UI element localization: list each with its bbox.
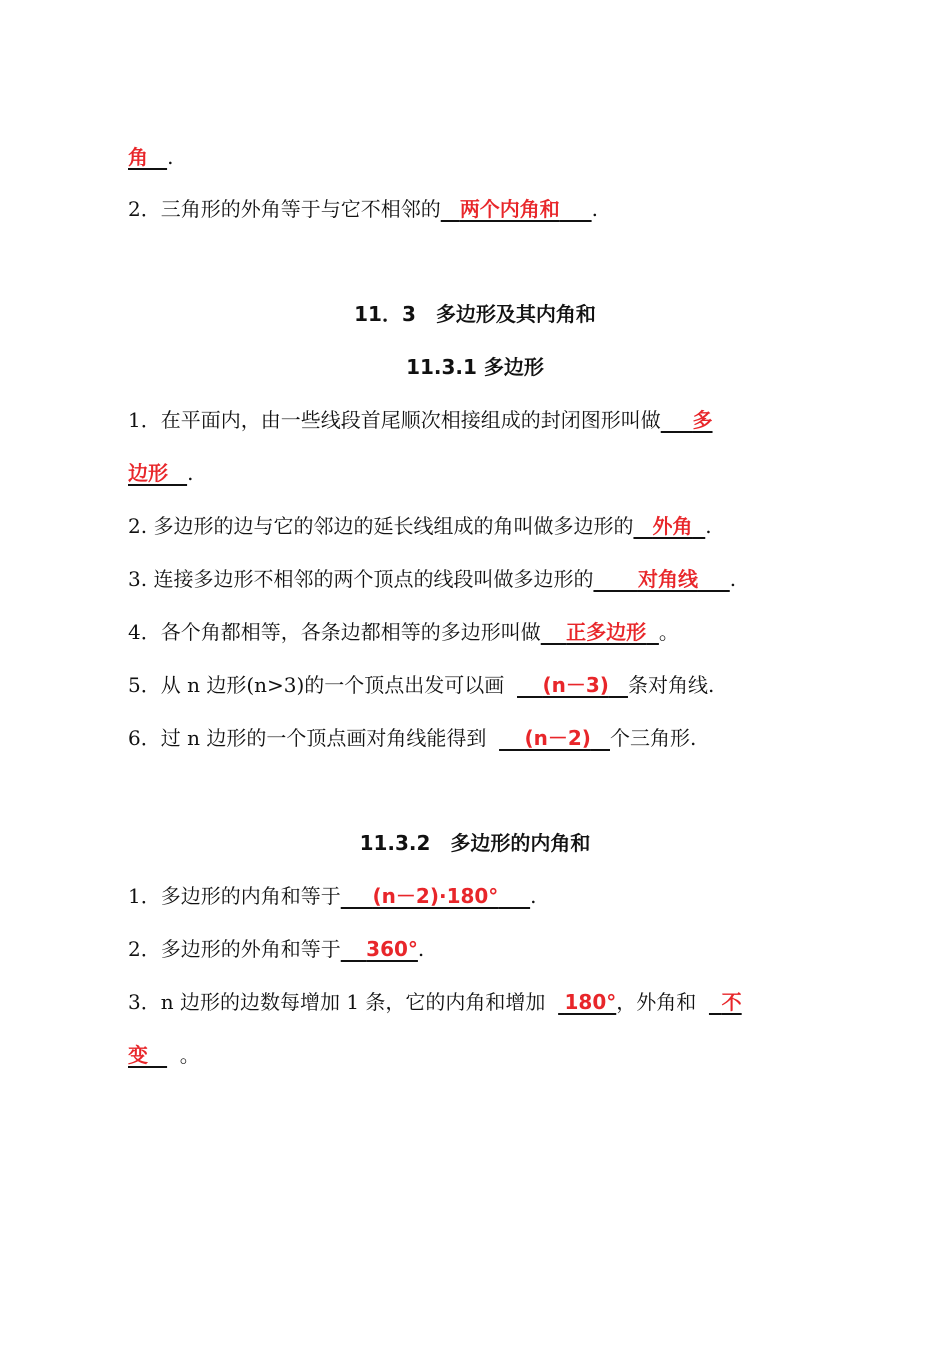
question-text: 2．多边形的外角和等于 — [128, 937, 341, 961]
answer-blank: 变 — [128, 1043, 148, 1067]
line-end: . — [167, 145, 174, 169]
answer-blank: 不 — [721, 990, 742, 1014]
question-text: 2. 多边形的边与它的邻边的延长线组成的角叫做多边形的 — [128, 514, 634, 538]
subsection-title: 11.3.1 多边形 — [406, 355, 544, 379]
answer-blank: 180° — [564, 990, 617, 1014]
blank-lead — [593, 567, 638, 591]
question-side-increase-cont — [128, 1040, 822, 1070]
question-triangle-count — [128, 723, 822, 753]
question-text: 6．过 n 边形的一个顶点画对角线能得到 — [128, 726, 487, 750]
question-side-increase — [128, 987, 822, 1017]
blank-tail — [693, 514, 706, 538]
blank-lead — [517, 673, 542, 697]
line-end: . — [705, 514, 712, 538]
blank-lead — [341, 884, 373, 908]
blank-tail — [148, 1043, 167, 1067]
answer-blank: 边形 — [128, 461, 168, 485]
blank-lead — [541, 620, 566, 644]
blank-tail — [560, 197, 592, 221]
answer-line-continued — [128, 142, 822, 172]
question-text: 1．在平面内，由一些线段首尾顺次相接组成的封闭图形叫做 — [128, 408, 661, 432]
question-text-mid: ，外角和 — [616, 990, 697, 1014]
blank-lead — [441, 197, 460, 221]
line-end: 条对角线. — [627, 673, 715, 697]
question-exterior-sum — [128, 934, 822, 964]
line-end: . — [417, 937, 425, 961]
question-text: 5．从 n 边形(n>3)的一个顶点出发可以画 — [128, 673, 505, 697]
blank-tail — [591, 726, 610, 750]
question-exterior-angle — [128, 511, 822, 541]
question-text: 1．多边形的内角和等于 — [128, 884, 341, 908]
question-diagonal — [128, 564, 822, 594]
answer-blank: (n－2) — [524, 726, 591, 750]
blank-tail — [609, 673, 628, 697]
question-diagonal-count — [128, 670, 822, 700]
question-regular-polygon — [128, 617, 822, 647]
line-end: . — [729, 567, 737, 591]
blank-tail — [168, 461, 187, 485]
answer-blank: 多 — [692, 408, 713, 432]
section-title: 11．3 多边形及其内角和 — [354, 302, 596, 326]
answer-blank: 两个内角和 — [459, 197, 560, 221]
blank-lead — [633, 514, 652, 538]
answer-blank: 正多边形 — [566, 620, 647, 644]
answer-blank: 360° — [366, 937, 418, 961]
blank-tail — [148, 145, 167, 169]
question-triangle-exterior — [128, 194, 822, 224]
question-text: 3. 连接多边形不相邻的两个顶点的线段叫做多边形的 — [128, 567, 594, 591]
line-end: . — [187, 461, 194, 485]
line-end: . — [530, 884, 537, 908]
blank-lead — [661, 408, 693, 432]
question-text: 4．各个角都相等，各条边都相等的多边形叫做 — [128, 620, 541, 644]
blank-lead — [341, 937, 366, 961]
line-end: 。 — [658, 620, 679, 644]
blank-lead — [709, 990, 722, 1014]
line-end: . — [591, 197, 598, 221]
question-text: 3．n 边形的边数每增加 1 条，它的内角和增加 — [128, 990, 546, 1014]
answer-blank: 外角 — [652, 514, 693, 538]
blank-tail — [646, 620, 659, 644]
answer-blank: (n－2)·180° — [372, 884, 499, 908]
blank-tail — [498, 884, 530, 908]
subsection-title: 11.3.2 多边形的内角和 — [359, 831, 591, 855]
line-end: 。 — [179, 1043, 200, 1067]
blank-lead — [499, 726, 524, 750]
blank-tail — [698, 567, 730, 591]
line-end: 个三角形. — [610, 726, 697, 750]
answer-blank: 角 — [128, 145, 148, 169]
question-polygon-def-cont — [128, 458, 822, 488]
question-polygon-def — [128, 405, 822, 435]
answer-blank: 对角线 — [637, 567, 698, 591]
question-interior-sum — [128, 881, 822, 911]
answer-blank: (n－3) — [542, 673, 609, 697]
question-text: 2．三角形的外角等于与它不相邻的 — [128, 197, 441, 221]
